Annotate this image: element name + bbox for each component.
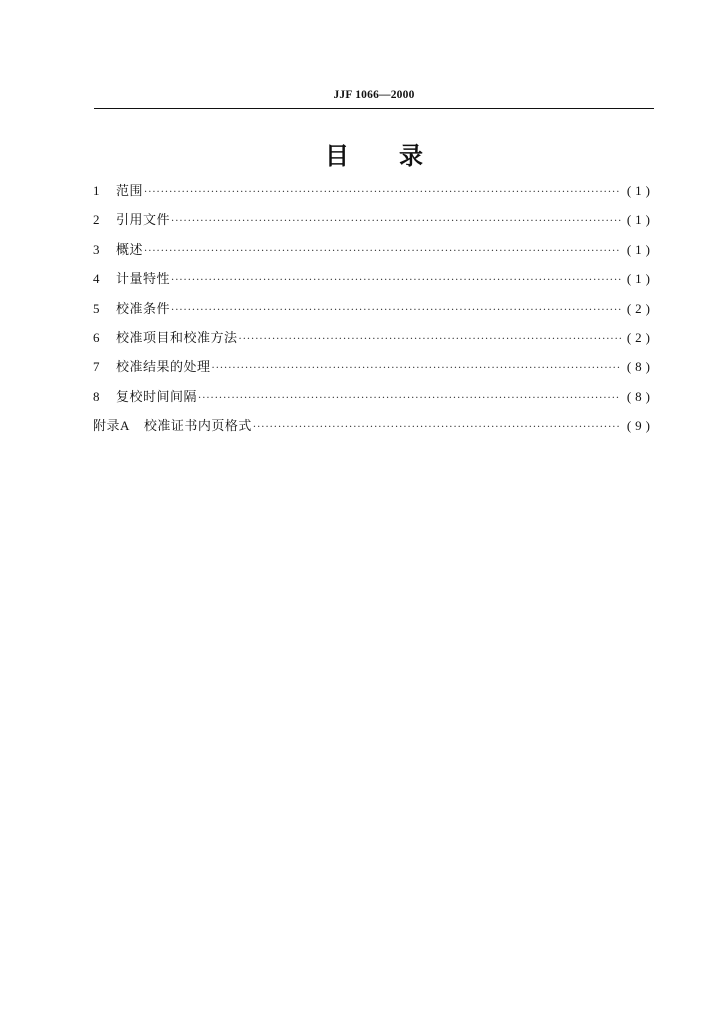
toc-entry-appendix-a[interactable] <box>93 415 654 444</box>
toc-entry-number: 附录A <box>93 418 130 434</box>
toc-leader-dots <box>144 187 621 198</box>
toc-entry-title: 范围 <box>116 184 144 199</box>
toc-entry-number: 1 <box>93 183 100 198</box>
toc-entry-title: 校准证书内页格式 <box>143 419 252 435</box>
page-header <box>94 88 654 112</box>
toc-entry-title: 计量特性 <box>116 272 171 288</box>
toc-entry-title: 引用文件 <box>116 213 171 229</box>
toc-entry-page: (1) <box>626 241 654 257</box>
toc-leader-dots <box>171 275 621 286</box>
toc-entry-references[interactable] <box>93 209 654 238</box>
toc-entry-number: 5 <box>93 300 100 316</box>
toc-entry-interval[interactable] <box>93 386 654 415</box>
toc-leader-dots <box>253 422 621 433</box>
toc-entry-number: 4 <box>93 271 100 287</box>
toc-leader-dots <box>144 246 621 257</box>
toc-entry-page: (2) <box>626 300 654 316</box>
toc-leader-dots <box>239 334 621 345</box>
toc-entry-title: 校准结果的处理 <box>116 360 211 376</box>
toc-leader-dots <box>171 216 621 227</box>
toc-entry-title: 复校时间间隔 <box>116 389 198 405</box>
table-of-contents <box>93 180 654 445</box>
toc-entry-conditions[interactable] <box>93 298 654 327</box>
toc-entry-page: (1) <box>626 212 654 228</box>
toc-entry-title: 校准项目和校准方法 <box>116 330 238 346</box>
header-rule <box>94 108 654 109</box>
toc-entry-title: 校准条件 <box>116 301 171 317</box>
toc-entry-results[interactable] <box>93 356 654 385</box>
toc-entry-number: 6 <box>93 329 100 345</box>
toc-entry-page: (8) <box>626 388 654 404</box>
toc-entry-metrology[interactable] <box>93 268 654 297</box>
toc-entry-page: (9) <box>626 418 654 434</box>
toc-entry-title: 概述 <box>116 242 144 258</box>
toc-entry-page: (2) <box>626 329 654 345</box>
toc-entry-page: (1) <box>626 271 654 287</box>
toc-leader-dots <box>212 363 621 374</box>
toc-entry-scope[interactable] <box>93 180 654 209</box>
toc-entry-methods[interactable] <box>93 327 654 356</box>
toc-entry-page: (8) <box>626 359 654 375</box>
toc-entry-number: 7 <box>93 359 100 375</box>
toc-entry-number: 8 <box>93 388 100 404</box>
toc-entry-number: 2 <box>93 212 100 228</box>
toc-entry-page: (1) <box>626 183 654 198</box>
page-title: 目录 <box>325 142 473 170</box>
toc-leader-dots <box>171 305 621 316</box>
toc-entry-number: 3 <box>93 241 100 257</box>
toc-entry-overview[interactable] <box>93 239 654 268</box>
standard-code: JJF 1066—2000 <box>333 89 415 101</box>
toc-leader-dots <box>198 393 621 404</box>
